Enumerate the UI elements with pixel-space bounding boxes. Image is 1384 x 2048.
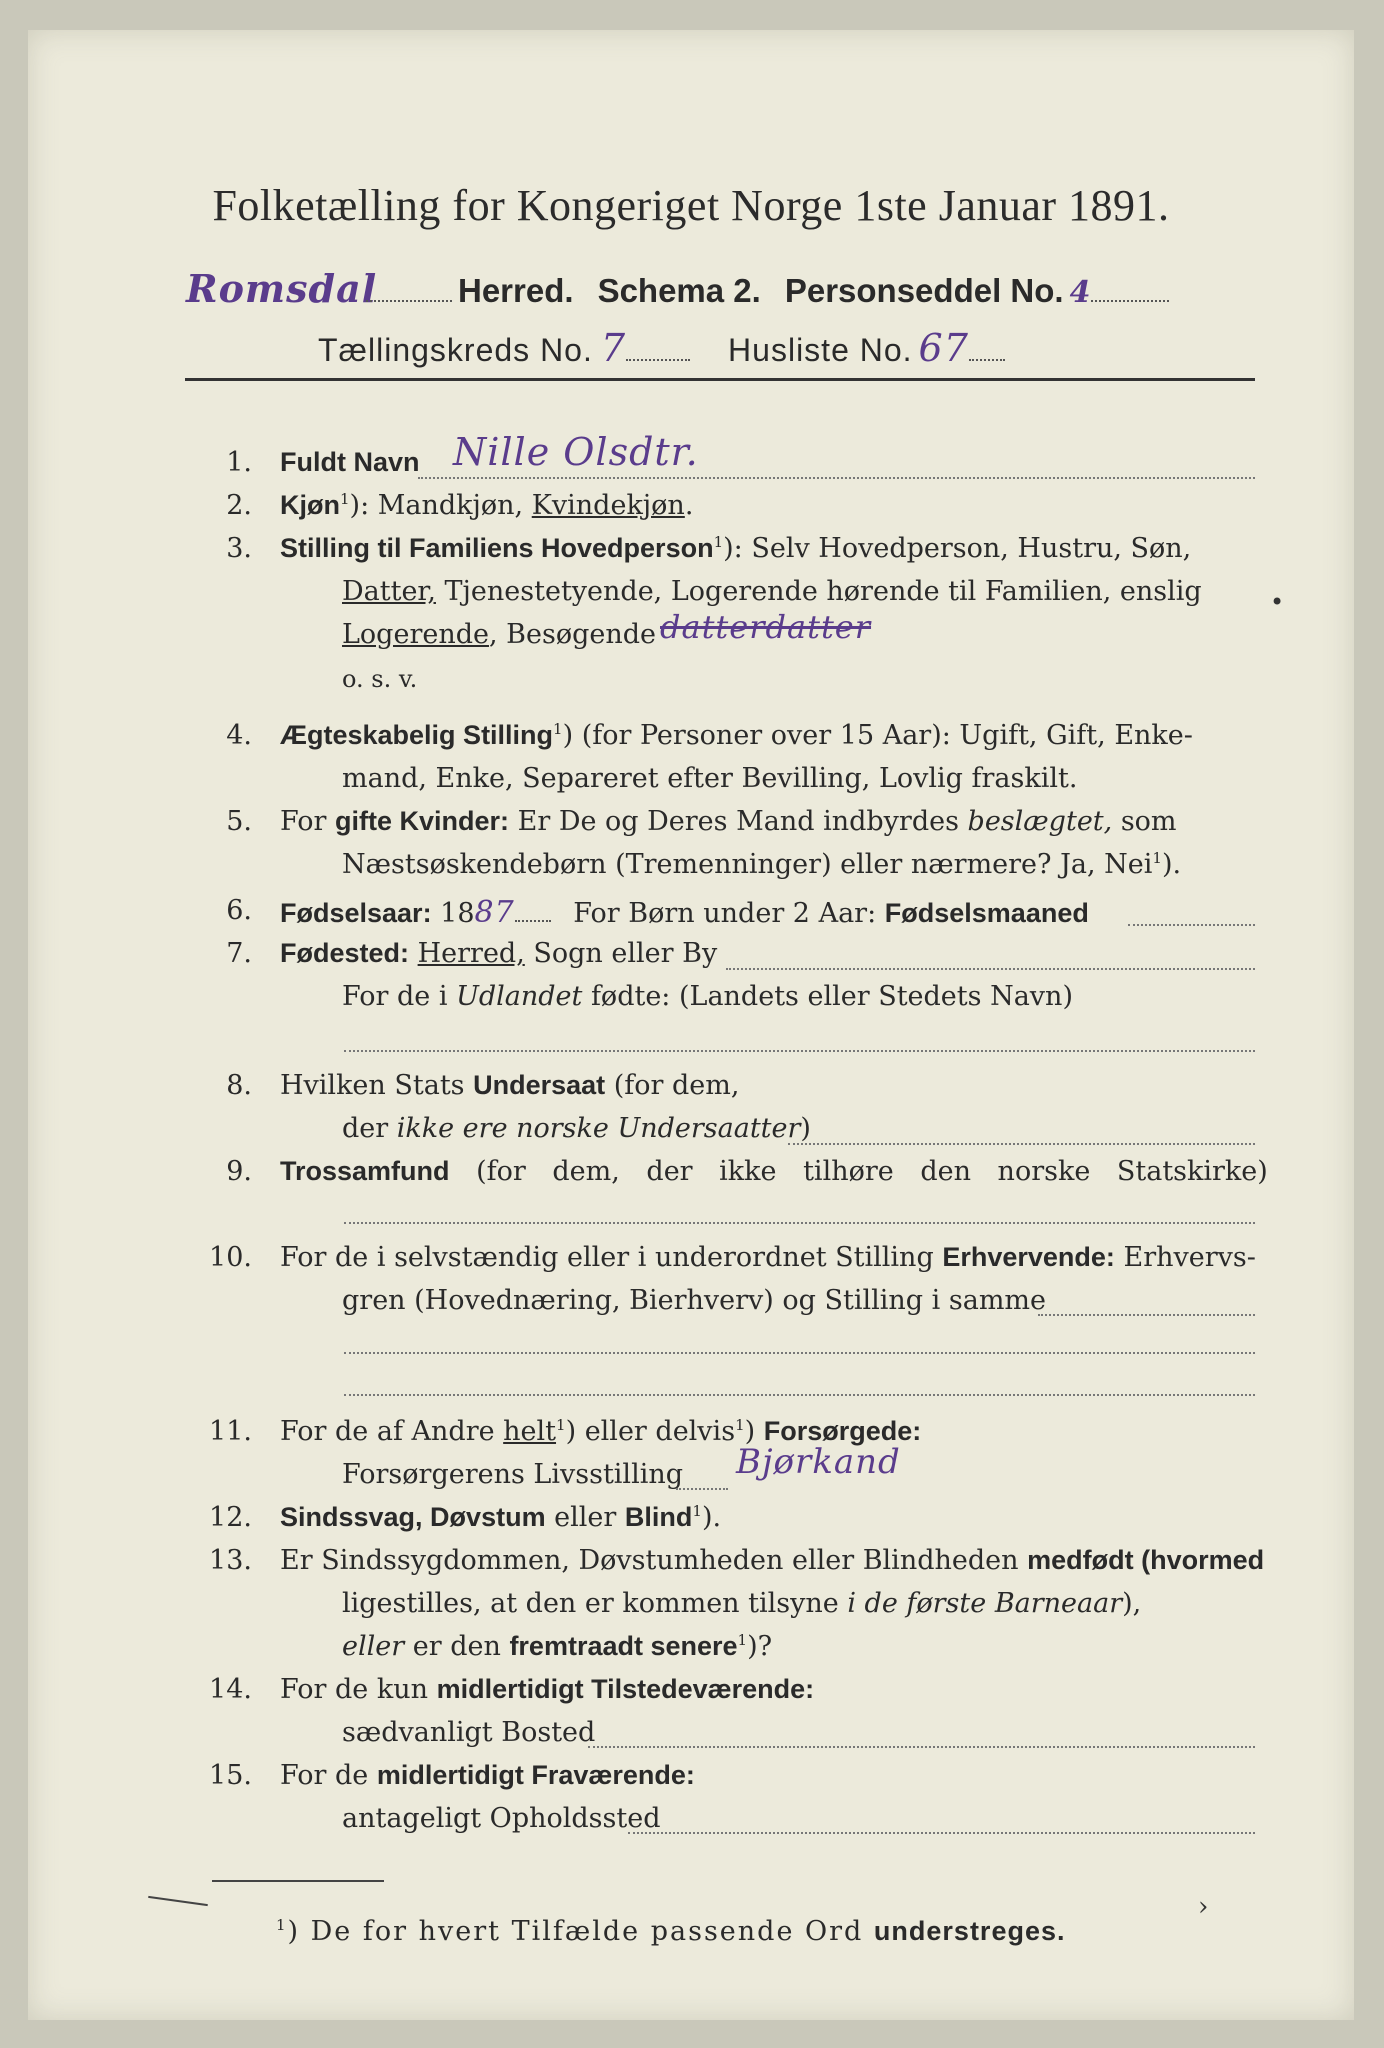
item-text: eller [342, 1631, 405, 1662]
item-text: eller [545, 1502, 625, 1533]
herred-label: Herred. [458, 272, 574, 309]
dotted-fill [626, 359, 690, 361]
dotted-fill [1038, 1314, 1255, 1316]
item-number: 3. [226, 533, 252, 564]
item-text: ). [1161, 849, 1182, 880]
item-text: fødte: (Landets eller Stedets Navn) [582, 981, 1073, 1012]
item-trossamfund [280, 1156, 1268, 1187]
dotted-fill [344, 1222, 1255, 1224]
item-label: gifte Kvinder: [335, 806, 510, 836]
item-text: er den [404, 1631, 510, 1662]
item-stilling [280, 533, 1191, 564]
item-label: Fødselsmaaned [884, 898, 1089, 928]
item-erhverv [280, 1242, 1256, 1273]
item-number: 10. [209, 1242, 252, 1273]
item-text: ) [744, 1416, 764, 1447]
footnote-ref: 1 [737, 1631, 748, 1649]
item-text: For de i selvstændig eller i underordnet Stilling [280, 1242, 943, 1273]
item-number: 1. [226, 447, 252, 478]
item-label: Undersaat [473, 1070, 606, 1100]
dotted-fill [676, 1488, 728, 1490]
underlined-option: helt [503, 1416, 557, 1447]
item-number: 7. [226, 938, 252, 969]
item-text: ): Mandkjøn, [349, 490, 524, 521]
item-text: der [342, 1113, 397, 1144]
item-label: Ægteskabelig Stilling [280, 720, 554, 750]
item-number: 5. [226, 806, 252, 837]
item-text: Er Sindssygdommen, Døvstumheden eller Blindheden [280, 1545, 1028, 1576]
kreds-value: 7 [600, 326, 627, 370]
item-erhverv-line2: gren (Hovednæring, Bierhverv) og Stilling i samme [342, 1285, 1047, 1316]
margin-mark [148, 1896, 208, 1906]
item-text: ) eller delvis [565, 1416, 736, 1447]
item-label: Trossamfund [280, 1156, 450, 1186]
margin-dot: • [1270, 588, 1285, 616]
item-text: i de første Barneaar [847, 1588, 1123, 1619]
dotted-fill [1091, 300, 1169, 302]
item-text: Hvilken Stats [280, 1070, 474, 1101]
item-number: 13. [209, 1545, 252, 1576]
item-text: Tjenestetyende, Logerende hørende til Familien, enslig [435, 576, 1202, 607]
item-sindssvag [280, 1502, 721, 1533]
item-text: 18 [440, 898, 475, 929]
item-tilstede-line2: sædvanligt Bosted [342, 1717, 596, 1748]
underlined-option: Kvindekjøn [531, 490, 685, 521]
dotted-fill [418, 477, 1255, 479]
schema-label: Schema 2. [597, 272, 761, 309]
footnote-ref: 1 [735, 1416, 745, 1434]
item-medfodt-line3 [342, 1631, 772, 1662]
item-text: (for dem, [605, 1070, 740, 1101]
item-fodested [280, 938, 717, 969]
item-text: ): Selv Hovedperson, Hustru, Søn, [723, 533, 1192, 564]
item-label: fremtraadt senere [509, 1631, 738, 1661]
item-stilling-line2 [342, 576, 1202, 607]
item-label: midlertidigt Fraværende: [376, 1760, 695, 1790]
item-label: medfødt [1027, 1545, 1134, 1575]
item-label: Blind [624, 1502, 693, 1532]
item-fravaerende-line2: antageligt Opholdssted [342, 1803, 661, 1834]
item-gifte [280, 806, 1177, 837]
item-label: Forsørgede: [763, 1416, 922, 1446]
item-label: Fødested: [280, 938, 410, 968]
item-text: ), [1122, 1588, 1142, 1619]
dotted-fill [344, 1352, 1255, 1354]
item-gifte-line2 [342, 849, 1181, 880]
personseddel-label: Personseddel No. [784, 272, 1064, 309]
item-text: For Børn under 2 Aar: [573, 898, 877, 929]
item-text: ligestilles, at den er kommen tilsyne [342, 1588, 848, 1619]
dotted-fill [344, 1394, 1255, 1396]
footnote-ref: 1 [556, 1416, 566, 1434]
item-number: 4. [226, 720, 252, 751]
item-text: Erhvervs- [1114, 1242, 1256, 1273]
item-label: Erhvervende: [942, 1242, 1115, 1272]
footnote-ref: 1 [340, 490, 350, 508]
item-text: ) (for Personer over 15 Aar): Ugift, Gift, Enke- [562, 720, 1193, 751]
item-number: 11. [209, 1416, 252, 1447]
herred-line [186, 266, 1169, 311]
item-text: For de [280, 1760, 377, 1791]
dotted-fill [1128, 924, 1255, 926]
footnote-bold: understreges. [873, 1916, 1066, 1946]
item-text: ikke ere norske Undersaatter [396, 1113, 801, 1144]
forsorger-value: Bjørkand [736, 1442, 901, 1482]
item-text: , Besøgende [488, 619, 656, 650]
item-number: 6. [226, 895, 252, 926]
item-fodested-line2 [342, 981, 1073, 1012]
item-label: Sindssvag, Døvstum [280, 1502, 546, 1532]
item-text: Er De og Deres Mand indbyrdes [509, 806, 968, 837]
item-fuldt-navn [280, 447, 420, 478]
item-number: 8. [226, 1070, 252, 1101]
margin-mark: › [1198, 1892, 1209, 1922]
herred-value: Romsdal [186, 266, 378, 311]
item-text: . [684, 490, 694, 521]
item-aegteskab-line2: mand, Enke, Separeret efter Bevilling, Lovlig fraskilt. [342, 763, 1078, 794]
item-text: ). [701, 1502, 722, 1533]
item-undersaat [280, 1070, 739, 1101]
underlined-option: Logerende [342, 619, 489, 650]
item-text: (hvormed [1133, 1545, 1265, 1575]
item-number: 2. [226, 490, 252, 521]
header-rule [185, 378, 1255, 381]
item-label: Kjøn [280, 490, 340, 520]
item-tilstede [280, 1674, 814, 1705]
dotted-fill [726, 968, 1255, 970]
item-text: beslægtet, [967, 806, 1113, 837]
birth-year-value: 87 [474, 895, 515, 930]
item-label: Fødselsaar: [280, 898, 432, 928]
footnote [276, 1916, 1065, 1947]
item-medfodt-line2 [342, 1588, 1141, 1619]
underlined-option: Herred, [417, 938, 525, 969]
dotted-fill [969, 359, 1005, 361]
footnote-ref: 1 [713, 533, 724, 551]
husliste-value: 67 [918, 326, 969, 370]
dotted-fill [588, 1746, 1255, 1748]
item-stilling-line3 [342, 619, 656, 650]
item-fravaerende [280, 1760, 695, 1791]
dotted-fill [366, 300, 452, 302]
item-undersaat-line2 [342, 1113, 811, 1144]
name-value: Nille Olsdtr. [453, 430, 699, 474]
item-text: For de i [342, 981, 457, 1012]
item-text: Næstsøskendebørn (Tremenninger) eller nærmere? Ja, Nei [342, 849, 1153, 880]
item-number: 12. [209, 1502, 252, 1533]
item-text: ) [800, 1113, 811, 1144]
footnote-ref: 1 [692, 1502, 702, 1520]
item-text: (for dem, der ikke tilhøre den norske Statskirke) [449, 1156, 1268, 1187]
item-text: For de kun [280, 1674, 437, 1705]
kreds-line [318, 326, 1005, 370]
item-stilling-line4: o. s. v. [342, 665, 418, 693]
footnote-ref: 1 [276, 1916, 288, 1934]
dotted-fill [628, 1832, 1255, 1834]
census-form [28, 30, 1354, 2020]
item-medfodt [280, 1545, 1264, 1576]
item-text: som [1112, 806, 1177, 837]
item-text: For [280, 806, 327, 837]
kreds-label: Tællingskreds No. [318, 332, 593, 368]
footnote-rule [212, 1880, 384, 1882]
item-text: Udlandet [456, 981, 583, 1012]
dotted-fill [344, 1050, 1255, 1052]
personseddel-value: 4 [1069, 275, 1092, 310]
item-label: Fuldt Navn [280, 447, 420, 477]
item-number: 14. [209, 1674, 252, 1705]
footnote-ref: 1 [553, 720, 563, 738]
item-label: Stilling til Familiens Hovedperson [280, 533, 714, 563]
dotted-fill [788, 1143, 1255, 1145]
item-text: For de af Andre [280, 1416, 504, 1447]
item-aegteskab [280, 720, 1193, 751]
item-text: )? [747, 1631, 773, 1662]
item-kjon [280, 490, 693, 521]
form-title: Folketælling for Kongeriget Norge 1ste Januar 1891. [212, 181, 1170, 230]
item-forsorgede-line2: Forsørgerens Livsstilling [342, 1459, 684, 1490]
husliste-label: Husliste No. [728, 332, 913, 368]
stilling-value: datterdatter [660, 608, 872, 646]
footnote-text: ) De for hvert Tilfælde passende Ord [287, 1916, 874, 1947]
item-number: 15. [209, 1760, 252, 1791]
item-label: midlertidigt Tilstedeværende: [436, 1674, 815, 1704]
underlined-option: Datter, [342, 576, 436, 607]
dotted-fill [515, 920, 551, 922]
item-fodselsaar [280, 895, 1089, 930]
footnote-ref: 1 [1152, 849, 1162, 867]
item-text: Sogn eller By [524, 938, 718, 969]
item-number: 9. [226, 1156, 252, 1187]
